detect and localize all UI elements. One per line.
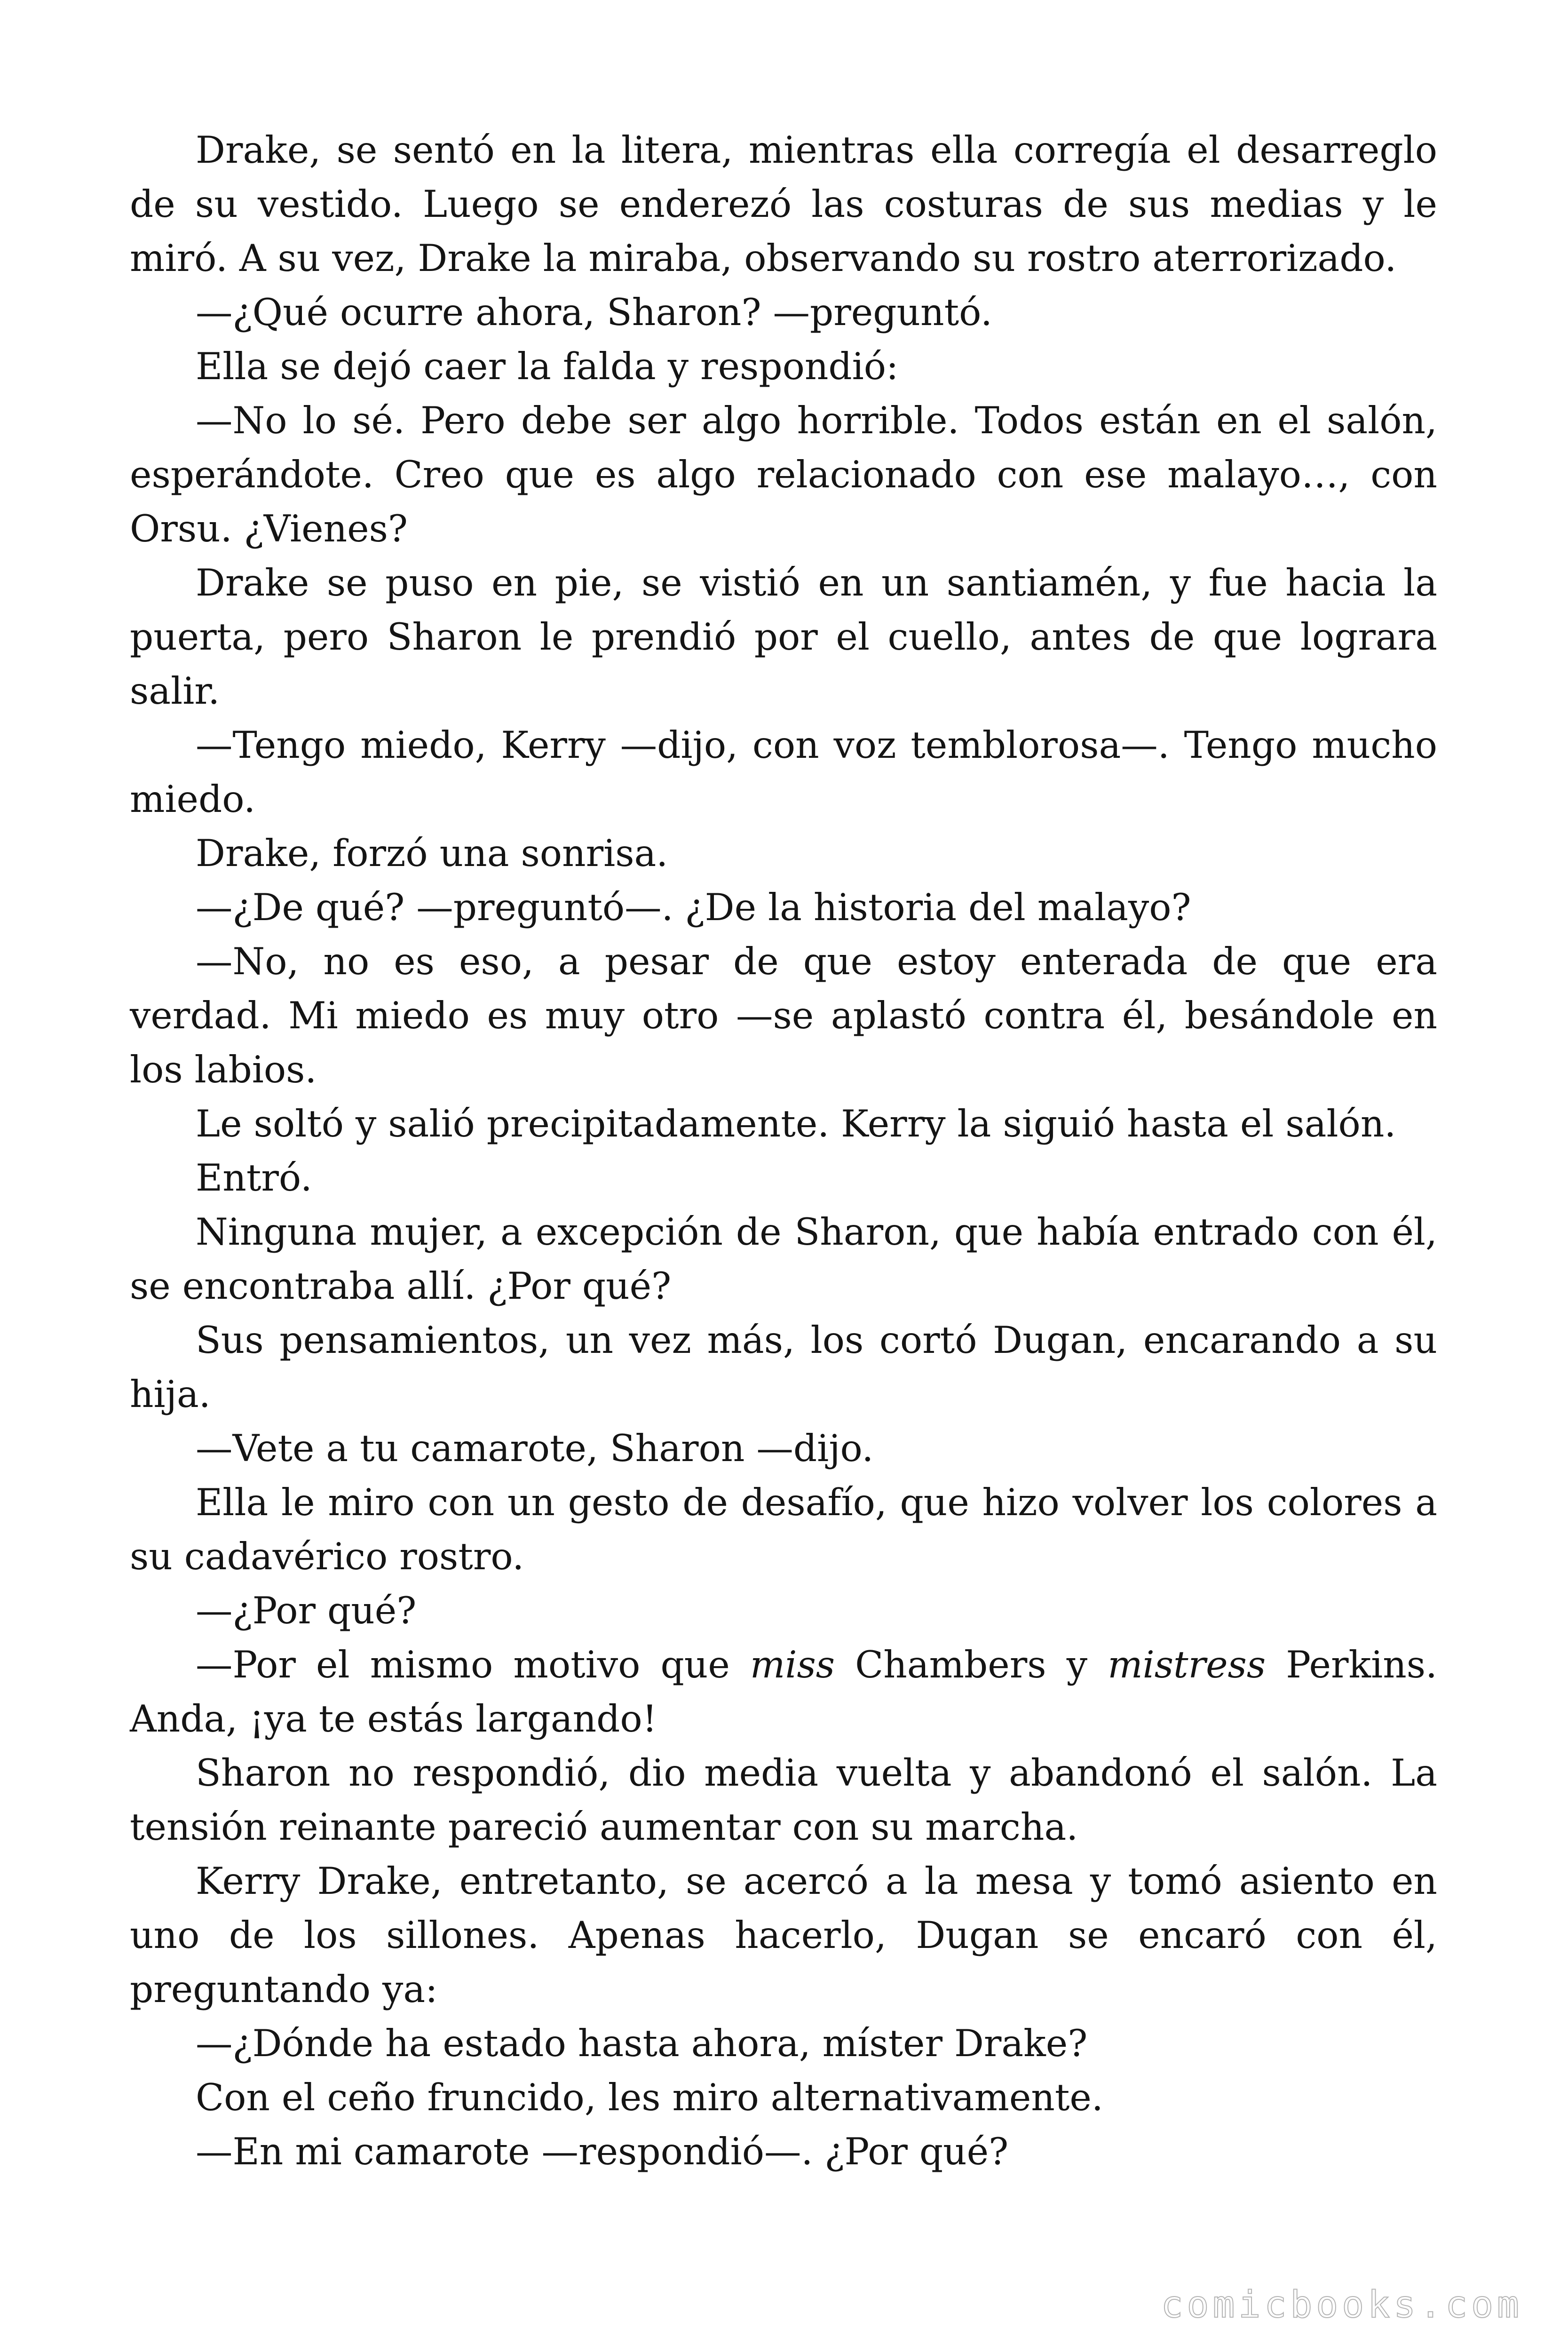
italic-term: miss [750, 1643, 835, 1686]
paragraph: —En mi camarote —respondió—. ¿Por qué? [196, 2130, 1009, 2173]
paragraph: Le soltó y salió precipitadamente. Kerry la siguió hasta el salón. [196, 1102, 1396, 1145]
body-text [130, 123, 1437, 2179]
paragraph: —No lo sé. Pero debe ser algo horrible. Todos están en el salón, esperándote. Creo que es algo relacionado con ese malayo…, con Orsu. ¿Vienes? [130, 399, 1437, 550]
paragraph: Drake, forzó una sonrisa. [196, 832, 668, 875]
paragraph: —No, no es eso, a pesar de que estoy enterada de que era verdad. Mi miedo es muy otro —se aplastó contra él, besándole en los labios. [130, 940, 1437, 1091]
paragraph: Entró. [196, 1156, 312, 1200]
paragraph: Kerry Drake, entretanto, se acercó a la mesa y tomó asiento en uno de los sillones. Apenas hacerlo, Dugan se encaró con él, preguntando ya: [130, 1859, 1437, 2011]
paragraph: —Vete a tu camarote, Sharon —dijo. [196, 1427, 874, 1470]
paragraph: Sus pensamientos, un vez más, los cortó Dugan, encarando a su hija. [130, 1319, 1437, 1416]
paragraph: Sharon no respondió, dio media vuelta y abandonó el salón. La tensión reinante pareció aumentar con su marcha. [130, 1751, 1437, 1849]
paragraph: Con el ceño fruncido, les miro alternativamente. [196, 2076, 1103, 2119]
paragraph: —¿Por qué? [196, 1589, 417, 1632]
paragraph: —¿De qué? —preguntó—. ¿De la historia del malayo? [196, 886, 1191, 929]
paragraph: Ella le miro con un gesto de desafío, que hizo volver los colores a su cadavérico rostro. [130, 1481, 1437, 1578]
paragraph: Ninguna mujer, a excepción de Sharon, que había entrado con él, se encontraba allí. ¿Por qué? [130, 1210, 1437, 1308]
paragraph: —¿Dónde ha estado hasta ahora, míster Drake? [196, 2022, 1088, 2065]
paragraph: —Tengo miedo, Kerry —dijo, con voz temblorosa—. Tengo mucho miedo. [130, 723, 1437, 821]
paragraph: —Por el mismo motivo que miss Chambers y mistress Perkins. Anda, ¡ya te estás largando! [130, 1643, 1438, 1740]
paragraph: Drake, se sentó en la litera, mientras ella corregía el desarreglo de su vestido. Luego se enderezó las costuras de sus medias y le miró. A su vez, Drake la miraba, observando su rostro aterrorizado. [130, 128, 1437, 280]
watermark: comicbooks.com [1161, 2284, 1523, 2326]
paragraph: Drake se puso en pie, se vistió en un santiamén, y fue hacia la puerta, pero Sharon le prendió por el cuello, antes de que lograra salir. [130, 561, 1437, 713]
italic-term: mistress [1108, 1643, 1266, 1686]
paragraph: —¿Qué ocurre ahora, Sharon? —preguntó. [196, 291, 992, 334]
paragraph: Ella se dejó caer la falda y respondió: [196, 345, 899, 388]
